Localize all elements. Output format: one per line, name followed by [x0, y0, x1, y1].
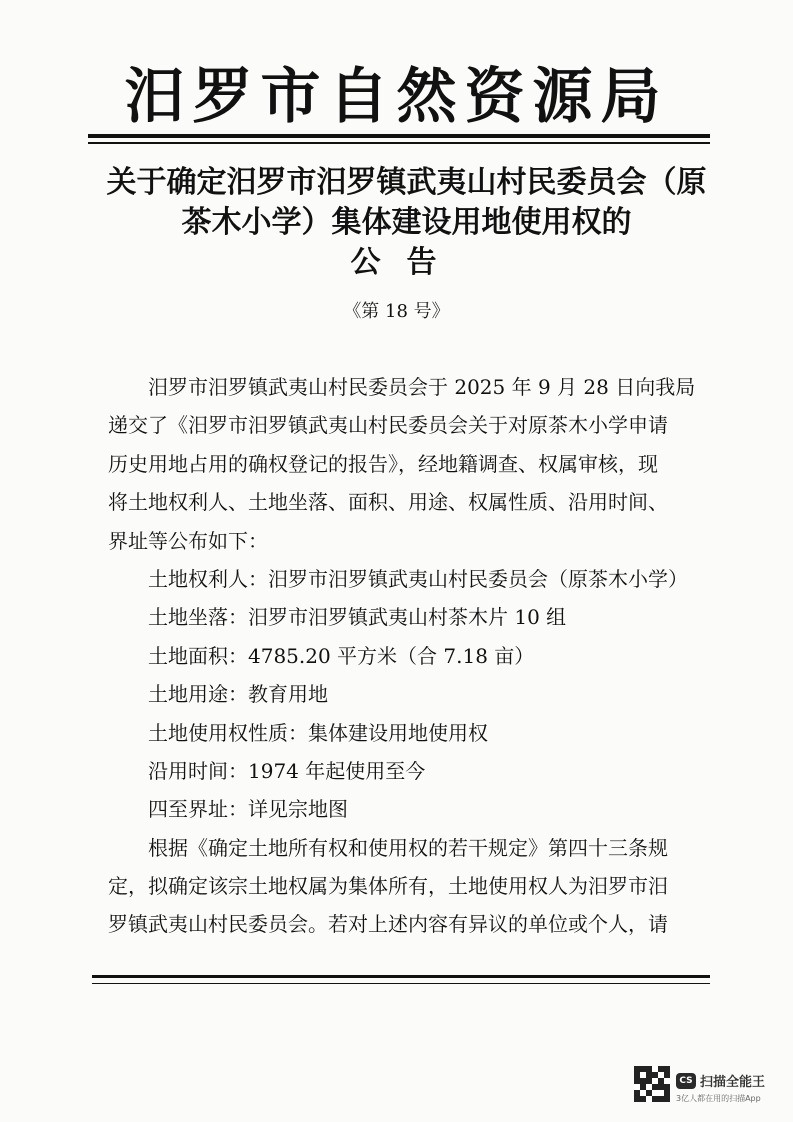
body-line: 历史用地占用的确权登记的报告》，经地籍调查、权属审核，现: [108, 451, 658, 476]
header-divider-thick: [88, 134, 710, 138]
notice-title-line-1: 关于确定汨罗市汨罗镇武夷山村民委员会（原: [106, 165, 707, 200]
qr-code-icon: [634, 1066, 670, 1102]
scanner-tagline: 3亿人都在用的扫描App: [676, 1094, 761, 1103]
notice-title-line-3: 公告: [350, 245, 463, 280]
body-line: 界址等公布如下：: [108, 528, 268, 553]
field-land-area: 土地面积：4785.20 平方米（合 7.18 亩）: [148, 643, 535, 668]
notice-title-line-2: 茶木小学）集体建设用地使用权的: [181, 205, 632, 240]
body-line: 汨罗市汨罗镇武夷山村民委员会于 2025 年 9 月 28 日向我局: [148, 375, 696, 399]
field-use-right-nature: 土地使用权性质：集体建设用地使用权: [148, 720, 488, 745]
body-line: 递交了《汨罗市汨罗镇武夷山村民委员会关于对原茶木小学申请: [108, 413, 668, 438]
header-divider-thin: [88, 142, 710, 144]
closing-line: 定，拟确定该宗土地权属为集体所有，土地使用权人为汨罗市汨: [108, 874, 668, 899]
scanner-watermark: [634, 1066, 765, 1104]
scanner-app-name: 扫描全能王: [700, 1075, 766, 1090]
footer-divider-thick: [92, 975, 710, 978]
issuing-authority-title: 汨罗市自然资源局: [124, 62, 669, 132]
field-land-location: 土地坐落：汨罗市汨罗镇武夷山村茶木片 10 组: [148, 605, 567, 630]
field-land-owner: 土地权利人：汨罗市汨罗镇武夷山村民委员会（原茶木小学）: [148, 566, 688, 591]
camscanner-logo-icon: CS: [676, 1073, 696, 1089]
field-usage-period: 沿用时间：1974 年起使用至今: [148, 758, 426, 783]
notice-title: [80, 163, 733, 283]
body-line: 将土地权利人、土地坐落、面积、用途、权属性质、沿用时间、: [108, 490, 668, 515]
footer-divider-thin: [92, 983, 710, 984]
document-number: 《第 18 号》: [343, 301, 450, 322]
notice-body: [108, 368, 748, 944]
field-land-use: 土地用途：教育用地: [148, 682, 328, 707]
closing-line: 罗镇武夷山村民委员会。若对上述内容有异议的单位或个人，请: [108, 912, 668, 937]
closing-line: 根据《确定土地所有权和使用权的若干规定》第四十三条规: [148, 835, 668, 860]
field-boundaries: 四至界址：详见宗地图: [148, 797, 348, 822]
